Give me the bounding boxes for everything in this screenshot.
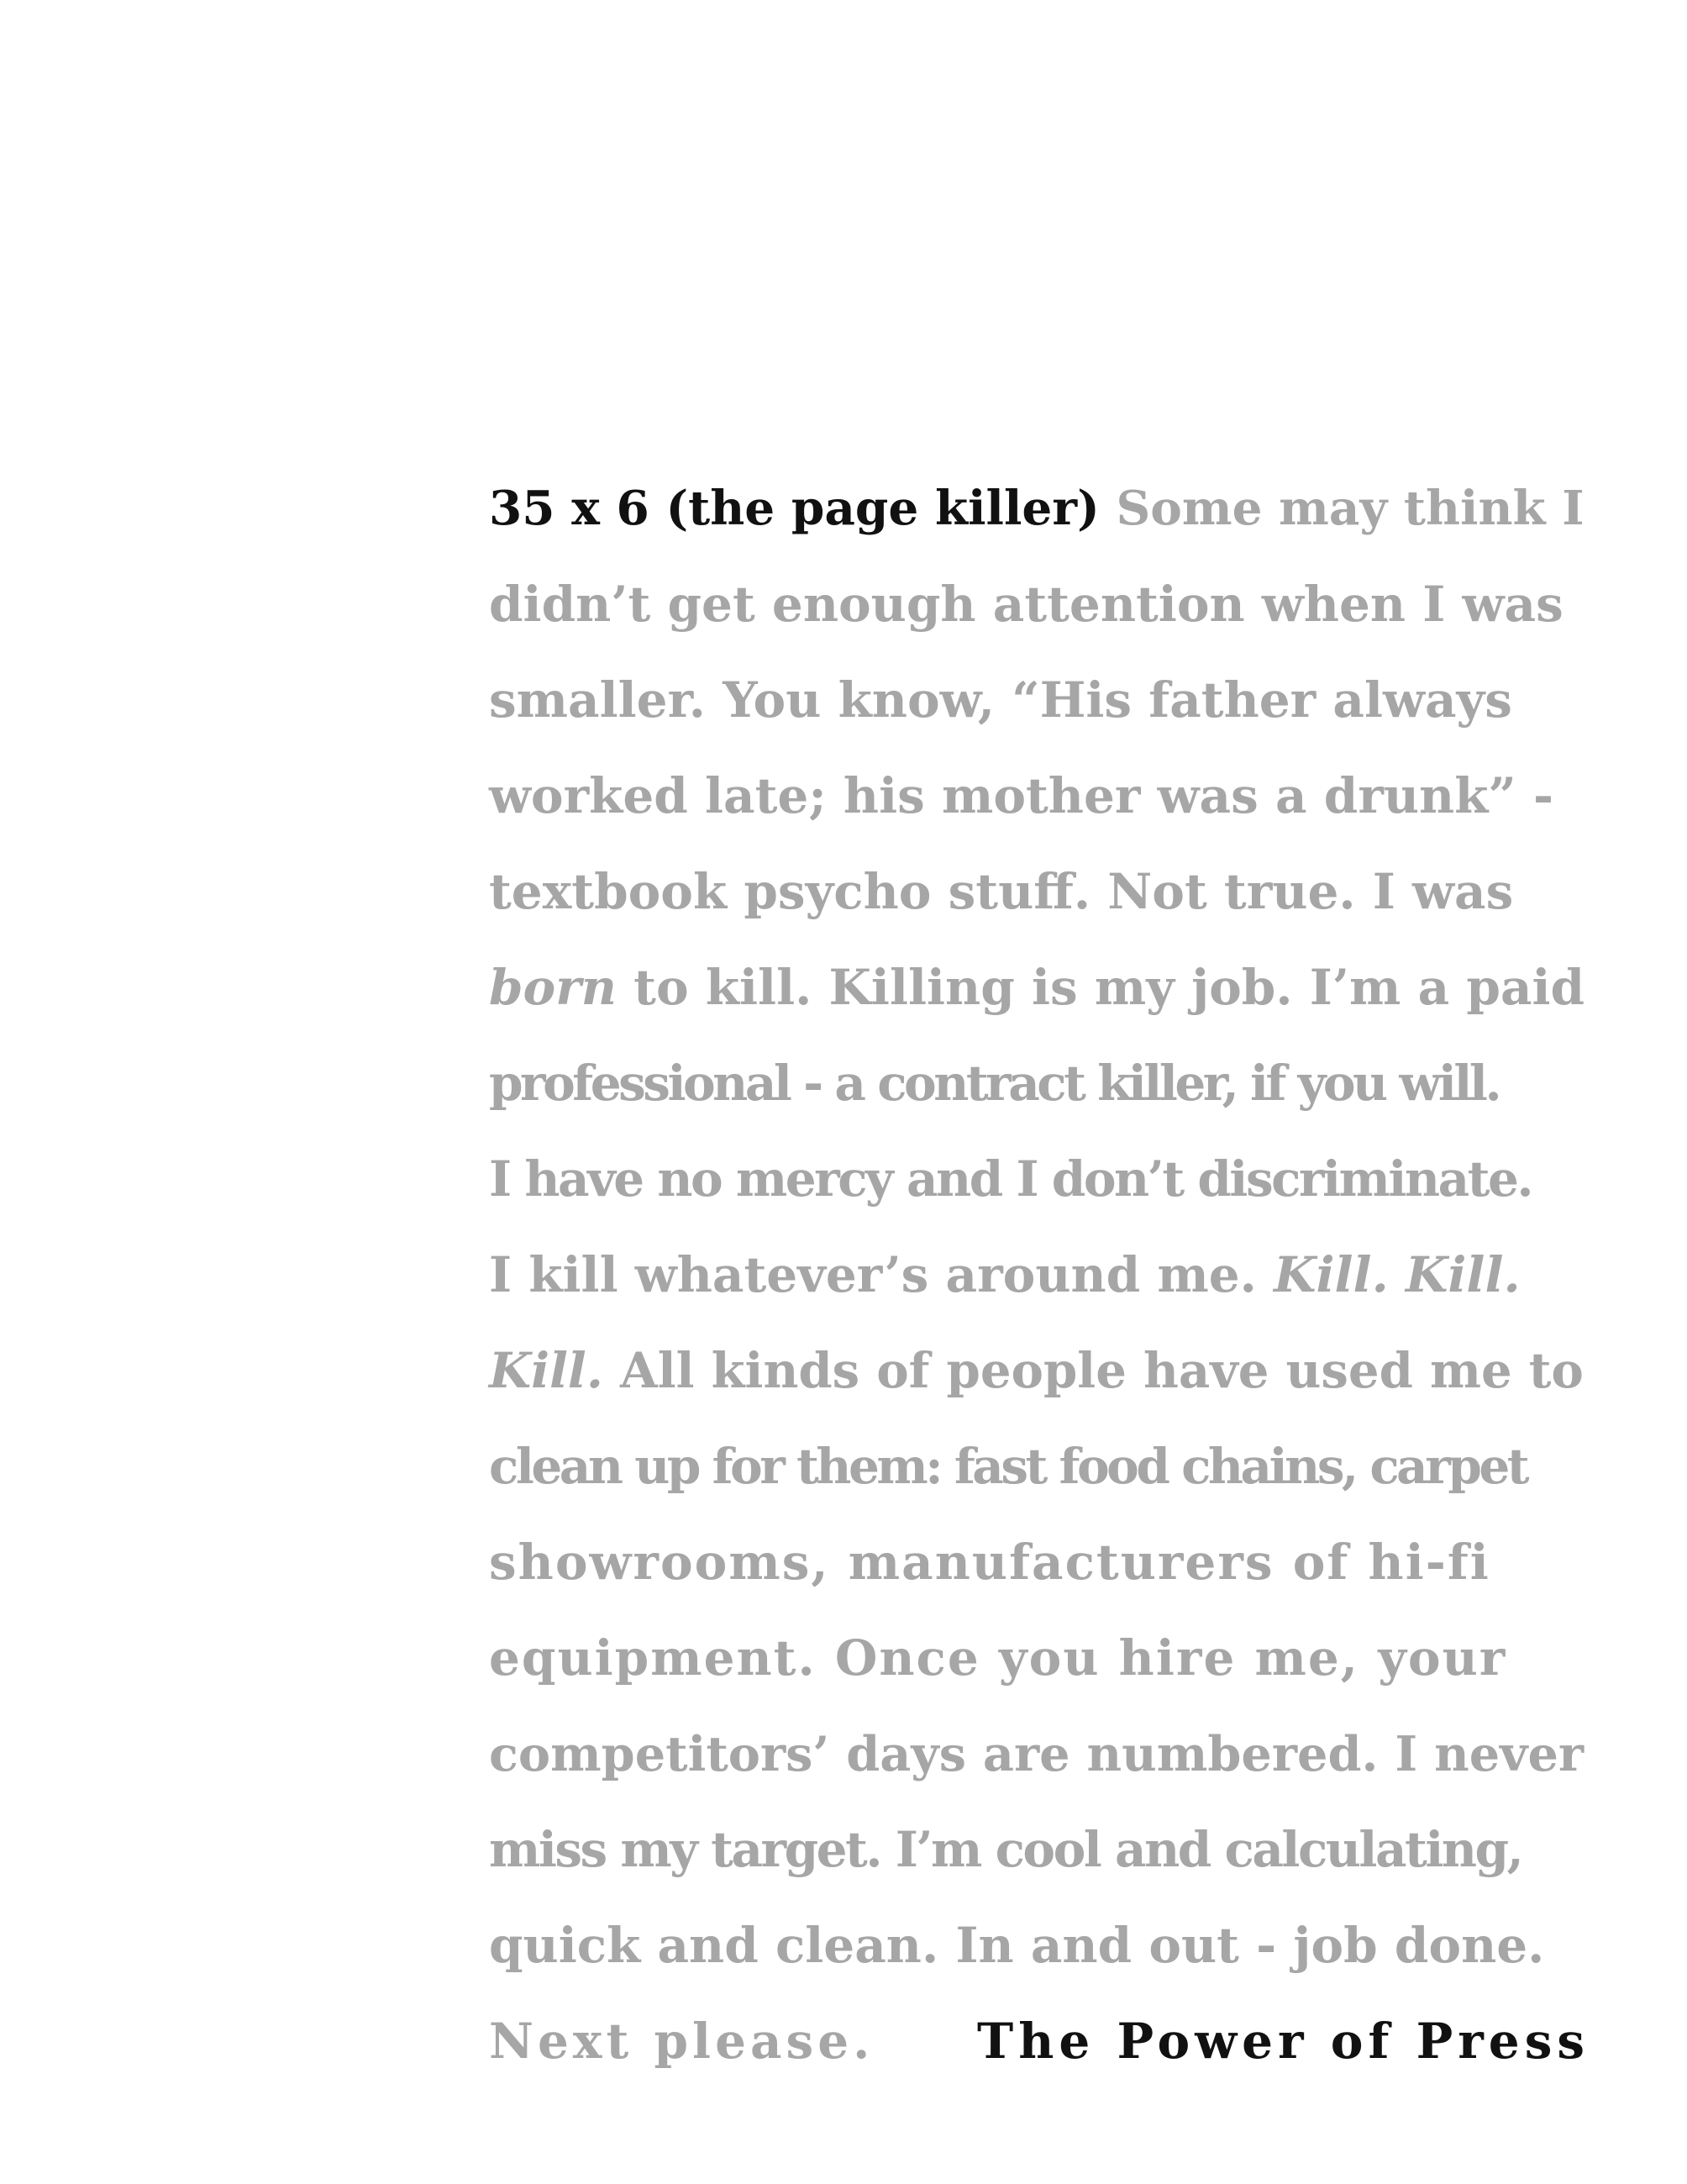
copy-text: miss my target. I’m cool and calculating, xyxy=(489,1821,1522,1878)
copy-text: worked late; his mother was a drunk” - xyxy=(489,767,1554,824)
copy-text: quick and clean. In and out - job done. xyxy=(489,1917,1545,1974)
copy-line-5 xyxy=(489,844,1590,939)
copy-line-9 xyxy=(489,1227,1590,1323)
copy-text: to kill. Killing is my job. I’m a paid xyxy=(633,959,1585,1016)
copy-line-6 xyxy=(489,939,1590,1035)
copy-line-10 xyxy=(489,1323,1590,1418)
tagline: The Power of Press xyxy=(977,2013,1590,2070)
copy-line-1 xyxy=(489,460,1590,556)
copy-text: I have no mercy and I don’t discriminate. xyxy=(489,1150,1532,1208)
copy-line-3 xyxy=(489,652,1590,748)
copy-line-17 xyxy=(489,1993,1590,2089)
ad-copy-block xyxy=(489,460,1590,2089)
copy-text: competitors’ days are numbered. I never xyxy=(489,1725,1585,1782)
copy-text: showrooms, manufacturers of hi-fi xyxy=(489,1534,1490,1591)
copy-line-11 xyxy=(489,1418,1590,1514)
copy-line-7 xyxy=(489,1035,1590,1131)
copy-text: Next please. xyxy=(489,2013,875,2070)
copy-text: Some may think I xyxy=(1116,481,1585,536)
copy-line-13 xyxy=(489,1610,1590,1706)
emphasis-kill: Kill. Kill. xyxy=(1274,1246,1521,1303)
copy-text: clean up for them: fast food chains, carpet xyxy=(489,1438,1527,1495)
copy-text: All kinds of people have used me to xyxy=(619,1342,1584,1399)
headline: 35 x 6 (the page killer) xyxy=(489,481,1100,536)
copy-line-12 xyxy=(489,1514,1590,1610)
copy-text: professional - a contract killer, if you will. xyxy=(489,1055,1500,1112)
copy-line-15 xyxy=(489,1802,1590,1897)
emphasis-kill: Kill. xyxy=(489,1342,603,1399)
copy-text: textbook psycho stuff. Not true. I was xyxy=(489,863,1514,920)
copy-text: equipment. Once you hire me, your xyxy=(489,1629,1507,1687)
copy-line-4 xyxy=(489,748,1590,844)
copy-line-14 xyxy=(489,1706,1590,1802)
copy-line-16 xyxy=(489,1897,1590,1993)
copy-text: I kill whatever’s around me. xyxy=(489,1246,1257,1303)
copy-line-8 xyxy=(489,1131,1590,1227)
copy-text: didn’t get enough attention when I was xyxy=(489,576,1563,633)
copy-text: smaller. You know, “His father always xyxy=(489,671,1512,729)
copy-line-2 xyxy=(489,556,1590,652)
emphasis-born: born xyxy=(489,959,617,1016)
